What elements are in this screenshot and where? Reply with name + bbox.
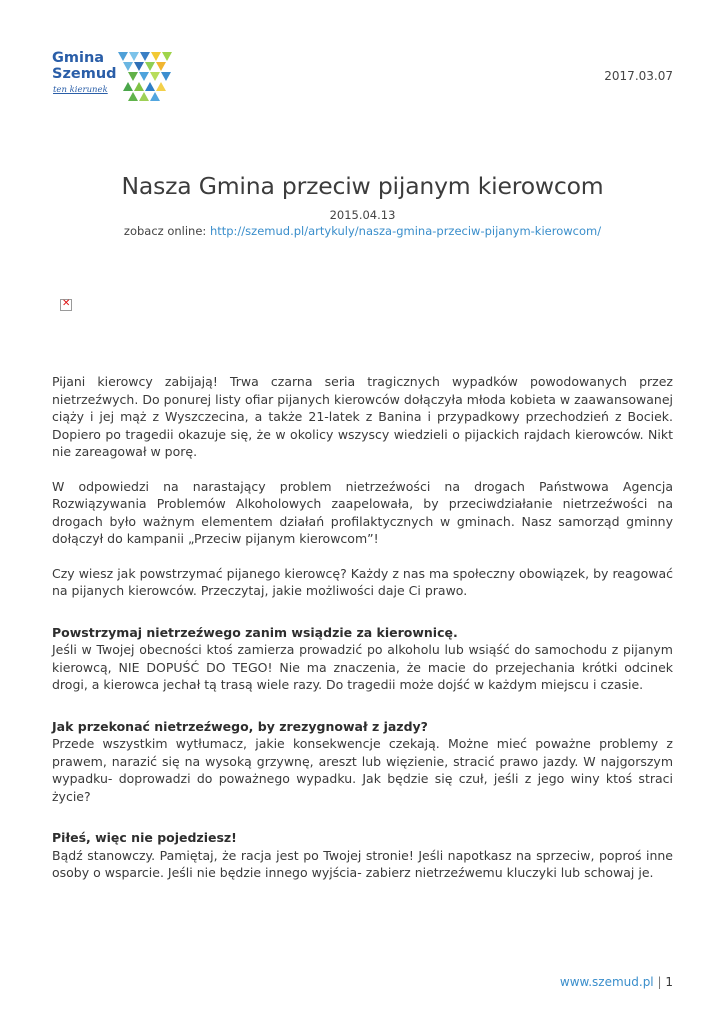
paragraph-3: Czy wiesz jak powstrzymać pijanego kierowcę? Każdy z nas ma społeczny obowiązek, by reagować na pijanych kierowców. Przeczytaj, jakie możliwości daje Ci prawo. [52, 565, 673, 598]
logo-tagline: ten kierunek [53, 85, 108, 95]
header-date: 2017.03.07 [604, 69, 673, 83]
article-date: 2015.04.13 [329, 208, 396, 222]
logo-line-1: Gmina [52, 50, 105, 66]
section-2 [52, 718, 673, 806]
footer-separator: | [657, 975, 662, 989]
section-text: Jeśli w Twojej obecności ktoś zamierza prowadzić po alkoholu lub wsiąść do samochodu z pijanym kierowcą, NIE DOPUŚĆ DO TEGO! Nie ma znaczenia, że macie do przejechania krótki odcinek drogi, a kierowca jechał tą trasą wiele razy. Do tragedii może dojść w każdym miejscu i czasie. [52, 642, 673, 692]
online-label: zobacz online: [123, 224, 207, 238]
triangle-mosaic-icon [118, 50, 176, 102]
section-3 [52, 829, 673, 882]
article-header [0, 172, 725, 238]
section-text: Przede wszystkim wytłumacz, jakie konsekwencje czekają. Możne mieć poważne problemy z prawem, narazić się na wysoką grzywnę, areszt lub więzienie, stracić prawo jazdy. W najgorszym wypadku- doprowadzi do poważnego wypadku. Jak będzie się czuł, jeśli z jego winy ktoś straci życie? [52, 736, 673, 804]
footer-site-link[interactable]: www.szemud.pl [559, 975, 654, 989]
page-number: 1 [665, 975, 673, 989]
online-line [0, 224, 725, 238]
logo-line-2: Szemud [52, 66, 117, 82]
article-title: Nasza Gmina przeciw pijanym kierowcom [121, 172, 604, 200]
article-body [52, 373, 673, 882]
online-link[interactable]: http://szemud.pl/artykuly/nasza-gmina-przeciw-pijanym-kierowcom/ [209, 224, 602, 238]
section-heading: Powstrzymaj nietrzeźwego zanim wsiądzie za kierownicę. [52, 624, 458, 640]
logo-wordmark [52, 50, 117, 82]
paragraph-2: W odpowiedzi na narastający problem nietrzeźwości na drogach Państwowa Agencja Rozwiązywania Problemów Alkoholowych zaapelowała, by przeciwdziałanie nietrzeźwości na drogach było ważnym elementem działań profilaktycznych w gminach. Nasz samorząd gminny dołączył do kampanii „Przeciw pijanym kierowcom”! [52, 478, 673, 546]
section-1 [52, 624, 673, 694]
broken-image-icon: ✕ [62, 298, 71, 309]
paragraph-1: Pijani kierowcy zabijają! Trwa czarna seria tragicznych wypadków powodowanych przez nietrzeźwych. Do ponurej listy ofiar pijanych kierowców dołączyła młoda kobieta w zaawansowanej ciąży i jej mąż z Wyszczecina, a także 21-latek z Banina i przypadkowy przechodzień z Bociek. Dopiero po tragedii okazuje się, że w okolicy wszyscy wiedzieli o pijackich rajdach kierowców. Nikt nie zareagował w porę. [52, 374, 673, 459]
section-text: Bądź stanowczy. Pamiętaj, że racja jest po Twojej stronie! Jeśli napotkasz na sprzeciw, poproś inne osoby o wsparcie. Jeśli nie będzie innego wyjścia- zabierz nietrzeźwemu kluczyki lub schowaj je. [52, 847, 673, 880]
page-footer [560, 975, 673, 989]
section-heading: Jak przekonać nietrzeźwego, by zrezygnował z jazdy? [52, 718, 428, 734]
section-heading: Piłeś, więc nie pojedziesz! [52, 830, 237, 845]
gmina-szemud-logo [52, 48, 182, 104]
